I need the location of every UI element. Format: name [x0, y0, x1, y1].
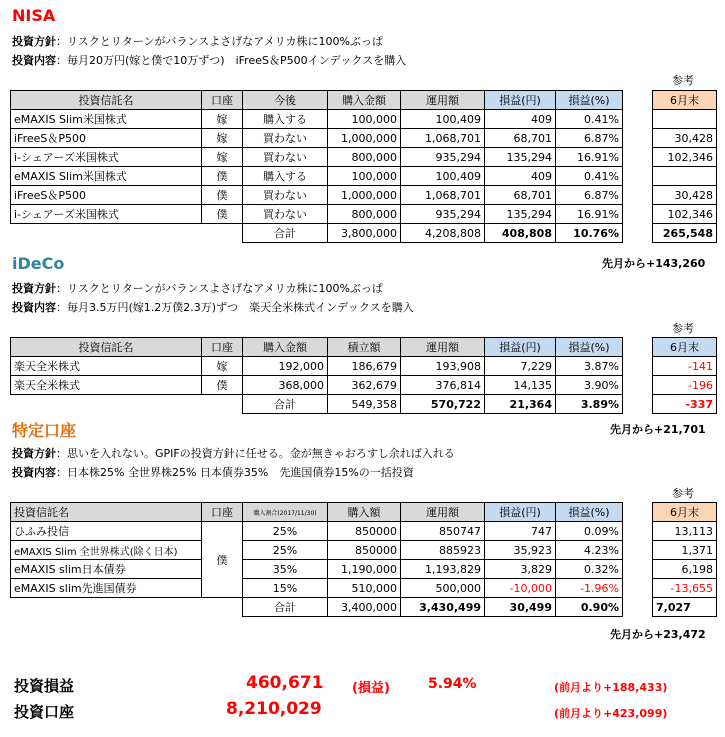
cell: 800,000	[328, 148, 401, 167]
cell: 16.91%	[556, 148, 623, 167]
ideco-ref-table	[652, 337, 717, 414]
nisa-table	[10, 90, 623, 243]
cell: 368,000	[243, 376, 328, 395]
tokutei-diff: 先月から+23,472	[610, 628, 706, 641]
cell: 合計	[243, 224, 328, 243]
cell: 376,814	[401, 376, 485, 395]
tokutei-policy: 投資方針：思いを入れない。GPIFの投資方針に任せる。金が無きゃおろすし余れば入れる	[12, 447, 455, 460]
cell: 4.23%	[556, 541, 623, 560]
cell: 楽天全米株式	[11, 376, 202, 395]
summary-pl-tag: (損益)	[352, 681, 390, 696]
cell: eMAXIS slim先進国債券	[11, 579, 202, 598]
summary-pl-diff: (前月より+188,433)	[554, 681, 668, 694]
cell: 1,000,000	[328, 186, 401, 205]
cell: 30,499	[485, 598, 556, 617]
cell: 100,000	[328, 167, 401, 186]
cell: 35,923	[485, 541, 556, 560]
ideco-table	[10, 337, 623, 414]
cell: 嫁	[202, 110, 243, 129]
table-row	[11, 205, 623, 224]
col-header: 購入額	[328, 503, 401, 522]
cell: i-シェアーズ米国株式	[11, 205, 202, 224]
summary-acct-value: 8,210,029	[226, 699, 322, 719]
col-header: 投資信託名	[11, 503, 202, 522]
account-cell: 僕	[202, 522, 243, 598]
cell: 買わない	[243, 148, 328, 167]
cell: 570,722	[401, 395, 485, 414]
cell: 14,135	[485, 376, 556, 395]
cell: 3.89%	[556, 395, 623, 414]
table-row	[11, 110, 623, 129]
ref-cell: 102,346	[653, 205, 717, 224]
cell: 1,190,000	[328, 560, 401, 579]
cell: 0.09%	[556, 522, 623, 541]
ref-cell: -196	[653, 376, 717, 395]
ref-cell: 30,428	[653, 129, 717, 148]
ref-cell: 102,346	[653, 148, 717, 167]
cell: 135,294	[485, 148, 556, 167]
col-header: 損益(%)	[556, 503, 623, 522]
ref-cell: 30,428	[653, 186, 717, 205]
total-row	[11, 395, 623, 414]
total-row	[11, 224, 623, 243]
ideco-ref-label: 参考	[672, 322, 694, 335]
cell: 100,000	[328, 110, 401, 129]
cell: 僕	[202, 376, 243, 395]
cell: 僕	[202, 186, 243, 205]
cell: 100,409	[401, 110, 485, 129]
summary-acct-label: 投資口座	[14, 703, 75, 721]
col-header: 運用額	[401, 91, 485, 110]
cell: 0.90%	[556, 598, 623, 617]
col-header: 口座	[202, 503, 243, 522]
col-header: 運用額	[401, 338, 485, 357]
nisa-header-row	[11, 91, 623, 110]
cell: 409	[485, 167, 556, 186]
col-header: 損益(円)	[485, 503, 556, 522]
col-header: 運用額	[401, 503, 485, 522]
nisa-ref-table	[652, 90, 717, 243]
ref-total: 265,548	[653, 224, 717, 243]
cell: 楽天全米株式	[11, 357, 202, 376]
cell: 買わない	[243, 205, 328, 224]
table-row	[11, 376, 623, 395]
cell: 僕	[202, 167, 243, 186]
cell: 1,068,701	[401, 129, 485, 148]
cell: -1.96%	[556, 579, 623, 598]
summary-pl-value: 460,671	[246, 673, 324, 693]
cell: 1,068,701	[401, 186, 485, 205]
nisa-title: NISA	[12, 6, 56, 25]
cell: 510,000	[328, 579, 401, 598]
tokutei-ref-label: 参考	[672, 487, 694, 500]
nisa-diff: 先月から+143,260	[602, 257, 706, 270]
table-row	[11, 148, 623, 167]
cell: 嫁	[202, 148, 243, 167]
nisa-policy: 投資方針：リスクとリターンがバランスよさげなアメリカ株に100%ぶっぱ	[12, 35, 383, 48]
nisa-content: 投資内容：毎月20万円(嫁と僕で10万ずつ) iFreeS＆P500インデックスを購入	[12, 54, 407, 67]
ideco-title: iDeCo	[12, 254, 65, 273]
cell: 549,358	[328, 395, 401, 414]
cell: 68,701	[485, 129, 556, 148]
cell: eMAXIS slim日本債券	[11, 560, 202, 579]
cell: 850000	[328, 522, 401, 541]
cell: 25%	[243, 522, 328, 541]
tokutei-header-row	[11, 503, 623, 522]
cell: 1,193,829	[401, 560, 485, 579]
cell: 0.32%	[556, 560, 623, 579]
table-row	[11, 579, 623, 598]
cell: 747	[485, 522, 556, 541]
cell: 186,679	[328, 357, 401, 376]
nisa-ref-label: 参考	[672, 74, 694, 87]
summary-pl-pct: 5.94%	[428, 676, 477, 692]
ref-cell	[653, 167, 717, 186]
table-row	[11, 129, 623, 148]
tokutei-title: 特定口座	[12, 421, 77, 440]
table-row	[11, 541, 623, 560]
col-header: 購入金額	[243, 338, 328, 357]
col-header: 購入割合(2017/11/30)	[243, 503, 328, 522]
cell: 1,000,000	[328, 129, 401, 148]
cell: eMAXIS Slim米国株式	[11, 167, 202, 186]
cell: eMAXIS Slim米国株式	[11, 110, 202, 129]
table-row	[11, 560, 623, 579]
total-row	[11, 598, 623, 617]
col-header: 投資信託名	[11, 338, 202, 357]
cell: i-シェアーズ米国株式	[11, 148, 202, 167]
ideco-content: 投資内容：毎月3.5万円(嫁1.2万僕2.3万)ずつ 楽天全米株式インデックスを購入	[12, 301, 414, 314]
ref-header: 6月末	[653, 503, 717, 522]
cell: ひふみ投信	[11, 522, 202, 541]
col-header: 購入金額	[328, 91, 401, 110]
ref-total: -337	[653, 395, 717, 414]
cell: 買わない	[243, 186, 328, 205]
ref-cell: 13,113	[653, 522, 717, 541]
tokutei-content: 投資内容：日本株25% 全世界株25% 日本債券35% 先進国債券15%の一括投資	[12, 466, 414, 479]
tokutei-ref-table	[652, 502, 717, 617]
cell: 3,800,000	[328, 224, 401, 243]
cell: 3.90%	[556, 376, 623, 395]
ref-cell	[653, 110, 717, 129]
table-row	[11, 357, 623, 376]
ref-cell: -13,655	[653, 579, 717, 598]
ref-header: 6月末	[653, 338, 717, 357]
ref-total: 7,027	[653, 598, 717, 617]
cell: 10.76%	[556, 224, 623, 243]
cell: 買わない	[243, 129, 328, 148]
col-header: 口座	[202, 91, 243, 110]
table-row	[11, 522, 623, 541]
cell: 500,000	[401, 579, 485, 598]
cell: 850747	[401, 522, 485, 541]
cell: 3,400,000	[328, 598, 401, 617]
cell: 35%	[243, 560, 328, 579]
cell: 21,364	[485, 395, 556, 414]
tokutei-table	[10, 502, 623, 617]
cell: 0.41%	[556, 167, 623, 186]
cell: 7,229	[485, 357, 556, 376]
col-header: 投資信託名	[11, 91, 202, 110]
summary-acct-diff: (前月より+423,099)	[554, 707, 668, 720]
cell: 嫁	[202, 357, 243, 376]
cell: 68,701	[485, 186, 556, 205]
cell: 409	[485, 110, 556, 129]
cell: 935,294	[401, 205, 485, 224]
cell: 850000	[328, 541, 401, 560]
cell: 購入する	[243, 167, 328, 186]
cell: 3,430,499	[401, 598, 485, 617]
col-header: 損益(%)	[556, 91, 623, 110]
cell: 6.87%	[556, 129, 623, 148]
cell: 3,829	[485, 560, 556, 579]
cell: 16.91%	[556, 205, 623, 224]
cell: 4,208,808	[401, 224, 485, 243]
cell: 15%	[243, 579, 328, 598]
ideco-diff: 先月から+21,701	[610, 423, 706, 436]
col-header: 今後	[243, 91, 328, 110]
col-header: 損益(%)	[556, 338, 623, 357]
ref-cell: -141	[653, 357, 717, 376]
ideco-header-row	[11, 338, 623, 357]
cell: 6.87%	[556, 186, 623, 205]
ideco-policy: 投資方針：リスクとリターンがバランスよさげなアメリカ株に100%ぶっぱ	[12, 282, 383, 295]
ref-cell: 1,371	[653, 541, 717, 560]
cell: iFreeS＆P500	[11, 129, 202, 148]
col-header: 積立額	[328, 338, 401, 357]
table-row	[11, 186, 623, 205]
cell: 362,679	[328, 376, 401, 395]
col-header: 損益(円)	[485, 338, 556, 357]
summary-pl-label: 投資損益	[14, 677, 75, 695]
cell: 25%	[243, 541, 328, 560]
cell: -10,000	[485, 579, 556, 598]
cell: 193,908	[401, 357, 485, 376]
table-row	[11, 167, 623, 186]
cell: 合計	[243, 395, 328, 414]
cell: 135,294	[485, 205, 556, 224]
col-header: 損益(円)	[485, 91, 556, 110]
cell: 885923	[401, 541, 485, 560]
cell: 100,409	[401, 167, 485, 186]
cell: 800,000	[328, 205, 401, 224]
cell: 3.87%	[556, 357, 623, 376]
cell: 935,294	[401, 148, 485, 167]
cell: 合計	[243, 598, 328, 617]
cell: 嫁	[202, 129, 243, 148]
cell: eMAXIS Slim 全世界株式(除く日本)	[11, 541, 202, 560]
col-header: 口座	[202, 338, 243, 357]
cell: 0.41%	[556, 110, 623, 129]
cell: 192,000	[243, 357, 328, 376]
ref-header: 6月末	[653, 91, 717, 110]
cell: iFreeS＆P500	[11, 186, 202, 205]
cell: 僕	[202, 205, 243, 224]
cell: 408,808	[485, 224, 556, 243]
ref-cell: 6,198	[653, 560, 717, 579]
cell: 購入する	[243, 110, 328, 129]
